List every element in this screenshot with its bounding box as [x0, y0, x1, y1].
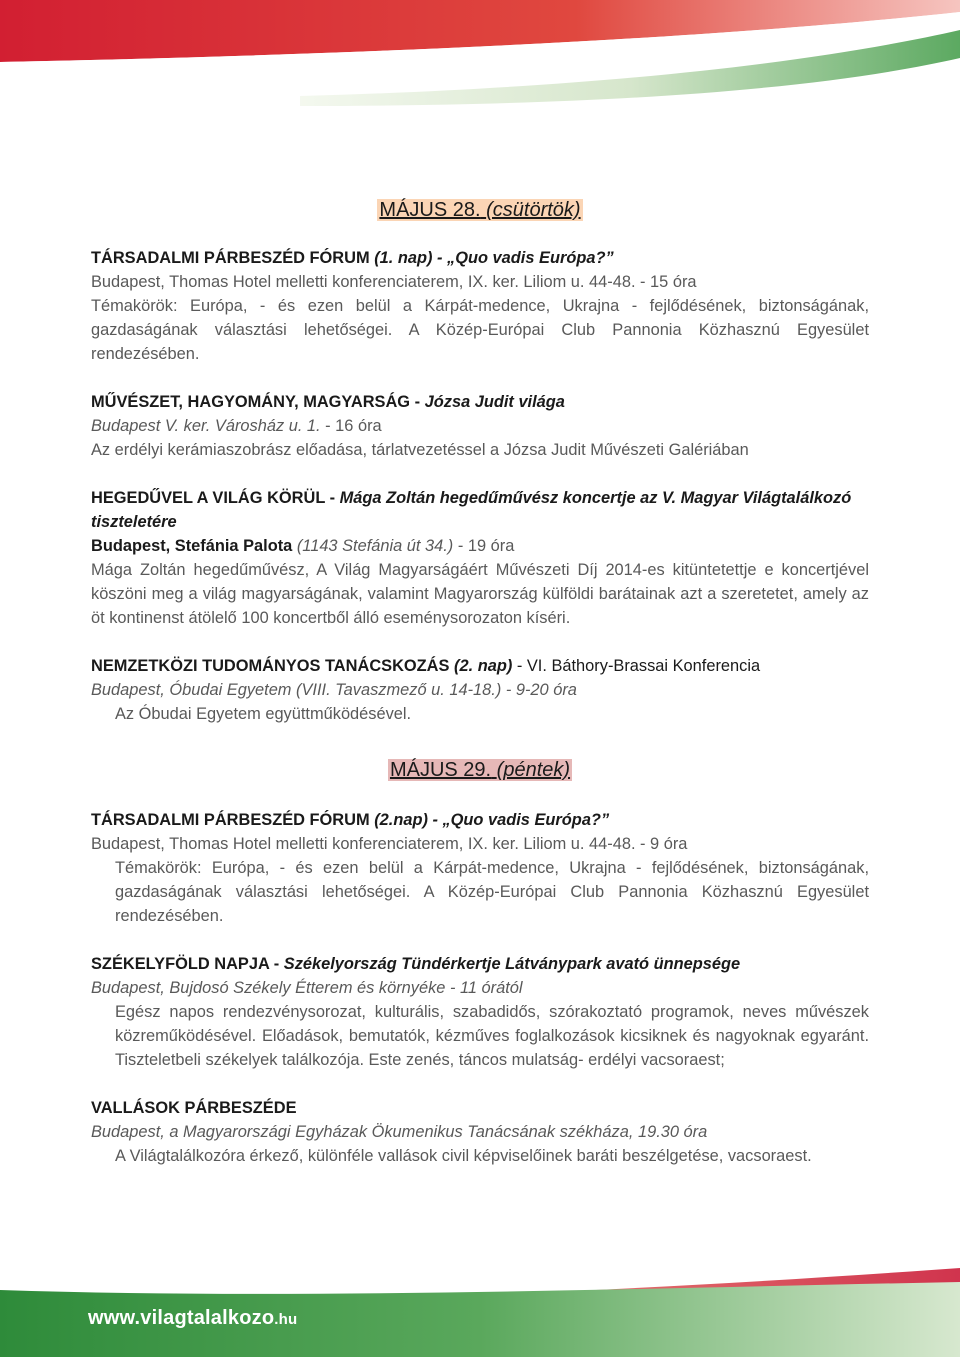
event-violin-concert [91, 486, 869, 630]
event-scientific-conference [91, 654, 869, 726]
event-description: Az erdélyi kerámiaszobrász előadása, tárlatvezetéssel a Józsa Judit Művészeti Galériában [91, 441, 749, 459]
event-location: Budapest, Bujdosó Székely Étterem és környéke - 11 órától [91, 979, 523, 997]
event-description: Az Óbudai Egyetem együttműködésével. [115, 705, 412, 723]
event-location: Budapest, a Magyarországi Egyházak Ökumenikus Tanácsának székháza, 19.30 óra [91, 1123, 708, 1141]
event-location: Budapest, Stefánia Palota (1143 Stefánia út 34.) - 19 óra [91, 537, 515, 555]
day-date: MÁJUS 28. [379, 199, 481, 221]
event-title: TÁRSADALMI PÁRBESZÉD FÓRUM (1. nap) - „Quo vadis Európa?” [91, 249, 614, 267]
event-art-tradition [91, 390, 869, 462]
day-heading-may-28 [91, 196, 869, 224]
event-szekelyfold-day [91, 952, 869, 1072]
event-forum-day2 [91, 808, 869, 928]
event-title: TÁRSADALMI PÁRBESZÉD FÓRUM (2.nap) - „Quo vadis Európa?” [91, 811, 610, 829]
program-content [91, 196, 869, 1168]
event-location: Budapest, Óbudai Egyetem (VIII. Tavaszmező u. 14-18.) - 9-20 óra [91, 681, 577, 699]
event-description: Témakörök: Európa, - és ezen belül a Kárpát-medence, Ukrajna - fejlődésének, biztonságának, gazdaságának választási lehetőségei. A Közép-Európai Club Pannonia Közhasznú Egyesület rendezésében. [91, 297, 869, 363]
day-heading-may-29 [91, 756, 869, 784]
event-description: Témakörök: Európa, - és ezen belül a Kárpát-medence, Ukrajna - fejlődésének, biztonságának, gazdaságának választási lehetőségei. A Közép-Európai Club Pannonia Közhasznú Egyesület rendezésében. [115, 859, 869, 925]
event-location: Budapest, Thomas Hotel melletti konferenciaterem, IX. ker. Liliom u. 44-48. - 15 óra [91, 273, 697, 291]
event-title: MŰVÉSZET, HAGYOMÁNY, MAGYARSÁG - Józsa Judit világa [91, 393, 565, 411]
day-weekday: (csütörtök) [486, 199, 581, 221]
header-decoration [0, 0, 960, 110]
day-weekday: (péntek) [496, 759, 571, 781]
event-title: HEGEDŰVEL A VILÁG KÖRÜL - Mága Zoltán hegedűművész koncertje az V. Magyar Világtalálkozó tiszteletére [91, 489, 852, 531]
event-title: SZÉKELYFÖLD NAPJA - Székelyország Tündérkertje Látványpark avató ünnepsége [91, 955, 741, 973]
event-religions-dialogue [91, 1096, 869, 1168]
event-title: VALLÁSOK PÁRBESZÉDE [91, 1099, 297, 1117]
event-title: NEMZETKÖZI TUDOMÁNYOS TANÁCSKOZÁS (2. nap) - VI. Báthory-Brassai Konferencia [91, 657, 761, 675]
event-description: Mága Zoltán hegedűművész, A Világ Magyarságáért Művészeti Díj 2014-es kitüntetettje e koncertjével köszöni meg a világ magyarságának, valamint Magyarország külföldi barátainak azt a szeretetet, amely az öt kontinenst átölelő 100 koncertből álló eseménysorozaton kíséri. [91, 561, 869, 627]
footer-website-url[interactable]: www.vilagtalalkozo.hu [88, 1307, 298, 1329]
event-description: A Világtalálkozóra érkező, különféle vallások civil képviselőinek baráti beszélgetése, vacsoraest. [115, 1147, 812, 1165]
event-forum-day1 [91, 246, 869, 366]
event-location: Budapest V. ker. Városház u. 1. - 16 óra [91, 417, 382, 435]
day-date: MÁJUS 29. [389, 759, 492, 781]
event-description: Egész napos rendezvénysorozat, kulturális, szabadidős, szórakoztató programok, neves művészek közreműködésével. Előadások, bemutatók, kézműves foglalkozások kicsiknek és nagyoknak egyaránt. Tiszteletbeli székelyek találkozója. Este zenés, táncos mulatság- erdélyi vacsoraest; [115, 1003, 869, 1069]
event-location: Budapest, Thomas Hotel melletti konferenciaterem, IX. ker. Liliom u. 44-48. - 9 óra [91, 835, 688, 853]
